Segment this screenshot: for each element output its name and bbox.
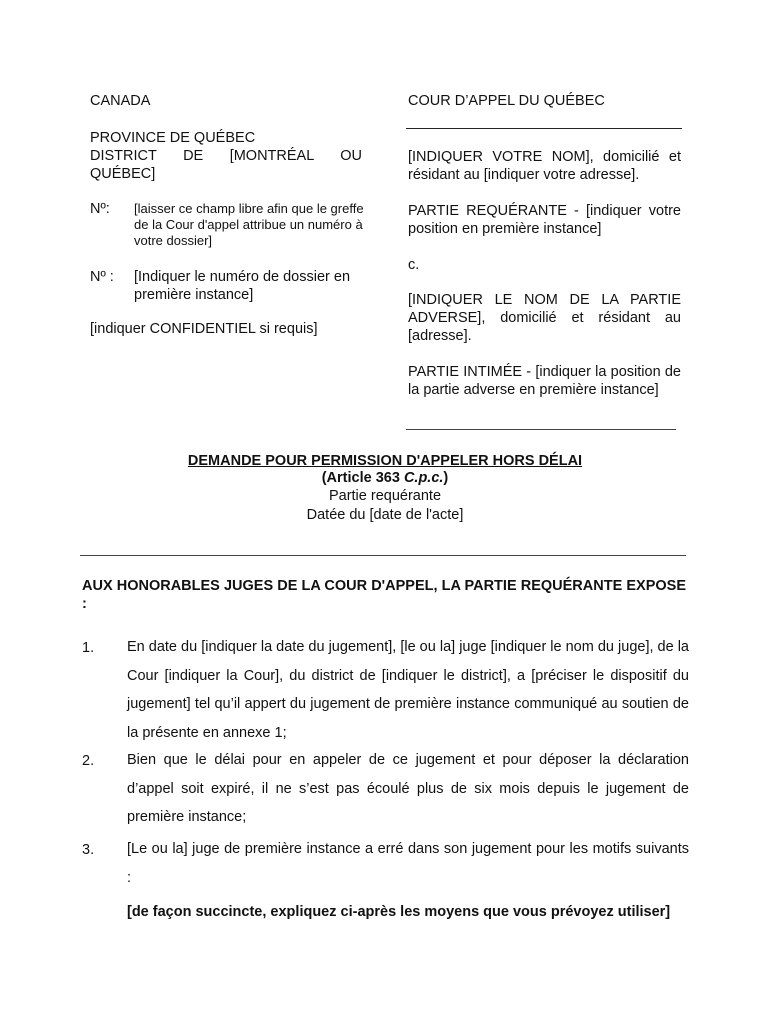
first-instance-number-label: Nº : bbox=[90, 269, 114, 285]
court-underline bbox=[406, 128, 682, 129]
document-title: DEMANDE POUR PERMISSION D'APPELER HORS DÉLAI bbox=[187, 453, 583, 469]
paragraph-number-3: 3. bbox=[82, 842, 95, 858]
court-address: AUX HONORABLES JUGES DE LA COUR D'APPEL, LA PARTIE REQUÉRANTE EXPOSE : bbox=[82, 578, 686, 612]
article-reference bbox=[0, 469, 770, 487]
applicant-party: [INDIQUER VOTRE NOM], domicilié et résidant au [indiquer votre adresse]. bbox=[408, 149, 681, 183]
respondent-party: [INDIQUER LE NOM DE LA PARTIE ADVERSE], domicilié et résidant au [adresse]. bbox=[408, 292, 681, 344]
country: CANADA bbox=[90, 93, 151, 109]
paragraph-number-1: 1. bbox=[82, 640, 95, 656]
paragraph-text-1: En date du [indiquer la date du jugement], [le ou la] juge [indiquer le nom du juge], de la Cour [indiquer la Cour], du district de [indiquer le district], a [préciser le dispositif du jugement] tel qu’il appert du jugement de première instance communiqué au soutien de la présente en annexe 1; bbox=[127, 639, 689, 741]
article-prefix: (Article 363 bbox=[321, 470, 404, 486]
article-suffix: ) bbox=[443, 470, 449, 486]
applicant-role: PARTIE REQUÉRANTE - [indiquer votre position en première instance] bbox=[408, 203, 681, 237]
file-number-instruction: [laisser ce champ libre afin que le greffe de la Cour d'appel attribue un numéro à votre dossier] bbox=[134, 201, 364, 248]
date-line: Datée du [date de l'acte] bbox=[306, 507, 464, 523]
respondent-role: PARTIE INTIMÉE - [indiquer la position de la partie adverse en première instance] bbox=[408, 364, 681, 398]
file-number-label: Nº: bbox=[90, 201, 110, 217]
district: DISTRICT DE [MONTRÉAL OU QUÉBEC] bbox=[90, 148, 362, 182]
party-designation: Partie requérante bbox=[328, 488, 442, 504]
article-code: C.p.c. bbox=[403, 470, 444, 486]
grounds-instruction: [de façon succincte, expliquez ci-après les moyens que vous prévoyez utiliser] bbox=[127, 904, 671, 920]
paragraph-number-2: 2. bbox=[82, 753, 95, 769]
court-name: COUR D’APPEL DU QUÉBEC bbox=[408, 93, 605, 109]
first-instance-number-instruction: [Indiquer le numéro de dossier en première instance] bbox=[134, 269, 351, 303]
section-divider bbox=[80, 555, 686, 556]
versus: c. bbox=[408, 257, 420, 273]
confidential-note: [indiquer CONFIDENTIEL si requis] bbox=[90, 321, 318, 337]
caption-underline bbox=[406, 429, 676, 430]
paragraph-text-2: Bien que le délai pour en appeler de ce jugement et pour déposer la déclaration d’appel soit expiré, il ne s’est pas écoulé plus de six mois depuis le jugement de première instance; bbox=[127, 752, 689, 825]
province: PROVINCE DE QUÉBEC bbox=[90, 130, 256, 146]
paragraph-text-3: [Le ou la] juge de première instance a erré dans son jugement pour les motifs suivants : bbox=[127, 841, 689, 886]
